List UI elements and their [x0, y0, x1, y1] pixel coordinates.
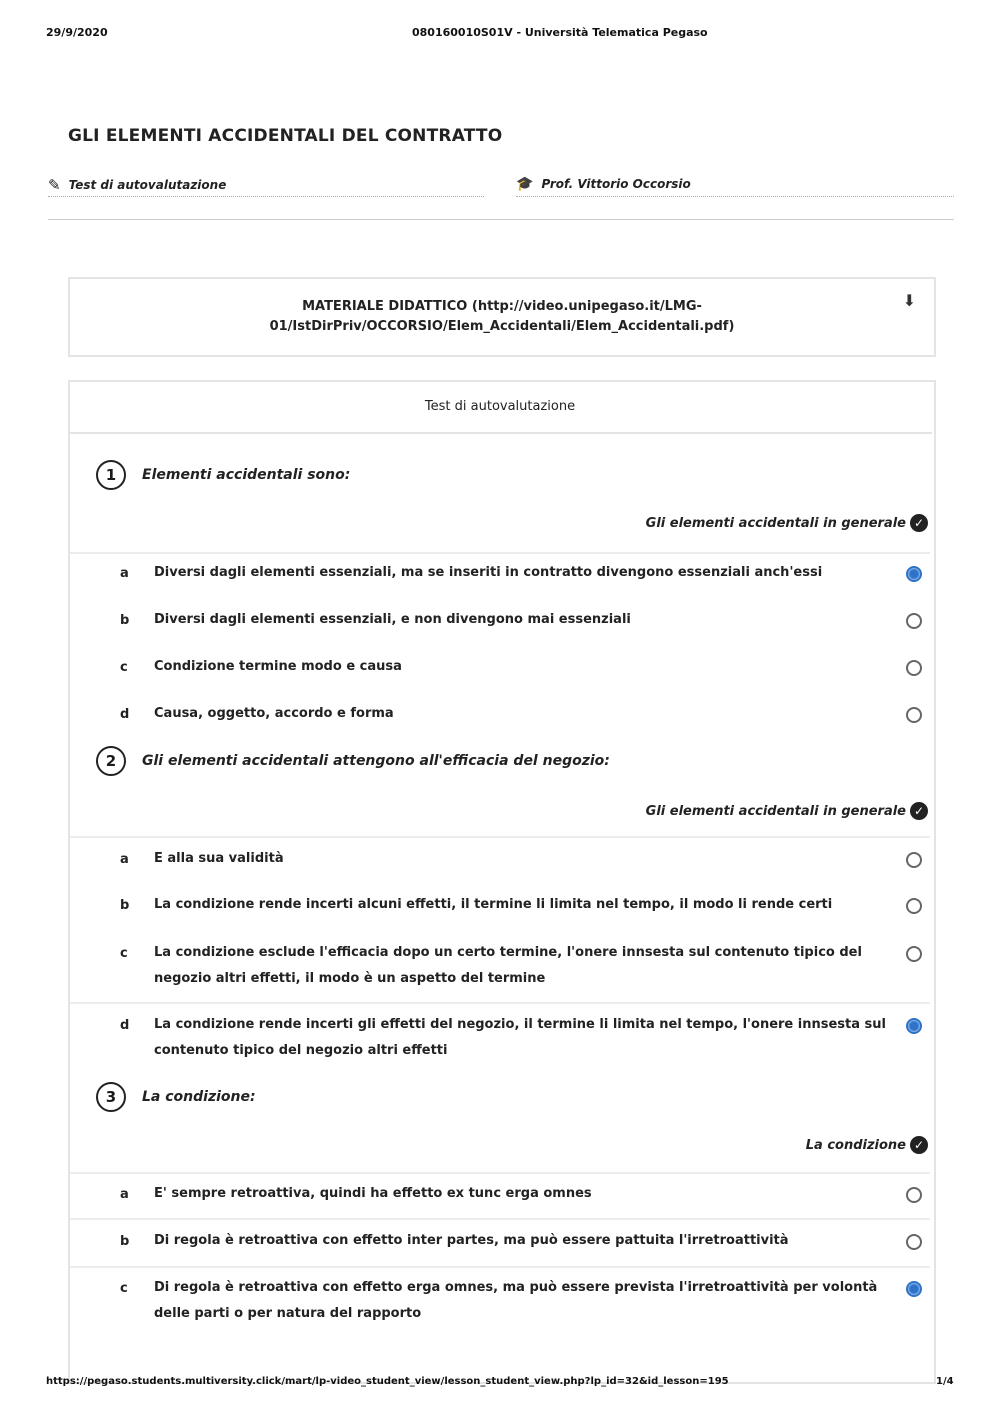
option-text: Diversi dagli elementi essenziali, ma se inseriti in contratto divengono essenziali anch'essi — [154, 565, 823, 580]
question-topic — [646, 514, 928, 532]
option-letter: a — [120, 1187, 129, 1202]
page-title: GLI ELEMENTI ACCIDENTALI DEL CONTRATTO — [68, 126, 503, 146]
question-text: La condizione: — [142, 1089, 256, 1105]
test-heading: Test di autovalutazione — [68, 380, 932, 434]
option-text: Condizione termine modo e causa — [154, 659, 402, 674]
option-text: Diversi dagli elementi essenziali, e non divengono mai essenziali — [154, 612, 631, 627]
row-separator — [70, 1172, 930, 1174]
option-radio[interactable] — [906, 707, 922, 723]
option-radio[interactable] — [906, 1187, 922, 1203]
option-letter: b — [120, 1234, 130, 1249]
option-radio[interactable] — [906, 660, 922, 676]
material-link[interactable]: MATERIALE DIDATTICO (http://video.unipegaso.it/LMG-01/IstDirPriv/OCCORSIO/Elem_Accidentali/Elem_Accidentali.pdf) — [269, 299, 735, 334]
option-letter: b — [120, 613, 130, 628]
topic-label: La condizione — [805, 1137, 906, 1153]
divider-dotted-right — [516, 196, 954, 197]
graduation-cap-icon: 🎓 — [516, 176, 534, 192]
page-number: 1/4 — [936, 1376, 954, 1387]
option-letter: d — [120, 1018, 130, 1033]
test-link[interactable]: Test di autovalutazione — [68, 178, 227, 192]
download-icon[interactable]: ⬇ — [902, 291, 916, 310]
print-url: https://pegaso.students.multiversity.click/mart/lp-video_student_view/lesson_student_view.php?lp_id=32&id_lesson=195 — [46, 1376, 729, 1387]
question-number: 1 — [96, 460, 126, 490]
question-number: 2 — [96, 746, 126, 776]
edit-icon: ✎ — [48, 176, 61, 194]
topic-label: Gli elementi accidentali in generale — [645, 515, 906, 531]
option-radio[interactable] — [906, 566, 922, 582]
row-separator — [70, 552, 930, 554]
option-text: La condizione esclude l'efficacia dopo un certo termine, l'onere innsesta sul contenuto tipico del negozio altri effetti, il modo è un aspetto del termine — [154, 945, 862, 986]
option-radio[interactable] — [906, 898, 922, 914]
option-letter: c — [120, 1281, 128, 1296]
row-separator — [70, 1002, 930, 1004]
option-radio[interactable] — [906, 1234, 922, 1250]
option-letter: a — [120, 852, 129, 867]
option-letter: a — [120, 566, 129, 581]
option-radio[interactable] — [906, 946, 922, 962]
option-text: Di regola è retroattiva con effetto inter partes, ma può essere pattuita l'irretroattività — [154, 1233, 789, 1248]
row-separator — [70, 1218, 930, 1220]
option-radio[interactable] — [906, 613, 922, 629]
question-text: Gli elementi accidentali attengono all'efficacia del negozio: — [142, 753, 610, 769]
row-separator — [70, 1266, 930, 1268]
material-box[interactable] — [68, 277, 936, 357]
option-text: E alla sua validità — [154, 851, 284, 866]
professor-row — [516, 176, 691, 192]
question-number: 3 — [96, 1082, 126, 1112]
option-letter: c — [120, 660, 128, 675]
option-letter: d — [120, 707, 130, 722]
option-text: Di regola è retroattiva con effetto erga omnes, ma può essere prevista l'irretroattività per volontà delle parti o per natura del rapporto — [154, 1280, 878, 1321]
option-radio[interactable] — [906, 1281, 922, 1297]
question-topic — [806, 1136, 928, 1154]
header-divider — [48, 219, 954, 220]
check-circle-icon: ✓ — [910, 802, 928, 820]
topic-label: Gli elementi accidentali in generale — [645, 803, 906, 819]
option-letter: b — [120, 898, 130, 913]
option-radio[interactable] — [906, 1018, 922, 1034]
option-text: La condizione rende incerti gli effetti del negozio, il termine li limita nel tempo, l'onere innsesta sul contenuto tipico del negozio altri effetti — [154, 1017, 886, 1058]
print-site-title: 080160010S01V - Università Telematica Pegaso — [412, 26, 708, 39]
row-separator — [70, 836, 930, 838]
option-text: E' sempre retroattiva, quindi ha effetto ex tunc erga omnes — [154, 1186, 592, 1201]
check-circle-icon: ✓ — [910, 514, 928, 532]
divider-dotted-left — [48, 196, 484, 197]
check-circle-icon: ✓ — [910, 1136, 928, 1154]
option-letter: c — [120, 946, 128, 961]
question-text: Elementi accidentali sono: — [142, 467, 351, 483]
professor-name: Prof. Vittorio Occorsio — [541, 177, 691, 191]
test-link-row[interactable] — [48, 176, 226, 194]
option-text: Causa, oggetto, accordo e forma — [154, 706, 394, 721]
option-text: La condizione rende incerti alcuni effetti, il termine li limita nel tempo, il modo li rende certi — [154, 897, 833, 912]
question-topic — [646, 802, 928, 820]
option-radio[interactable] — [906, 852, 922, 868]
print-date: 29/9/2020 — [46, 26, 108, 39]
